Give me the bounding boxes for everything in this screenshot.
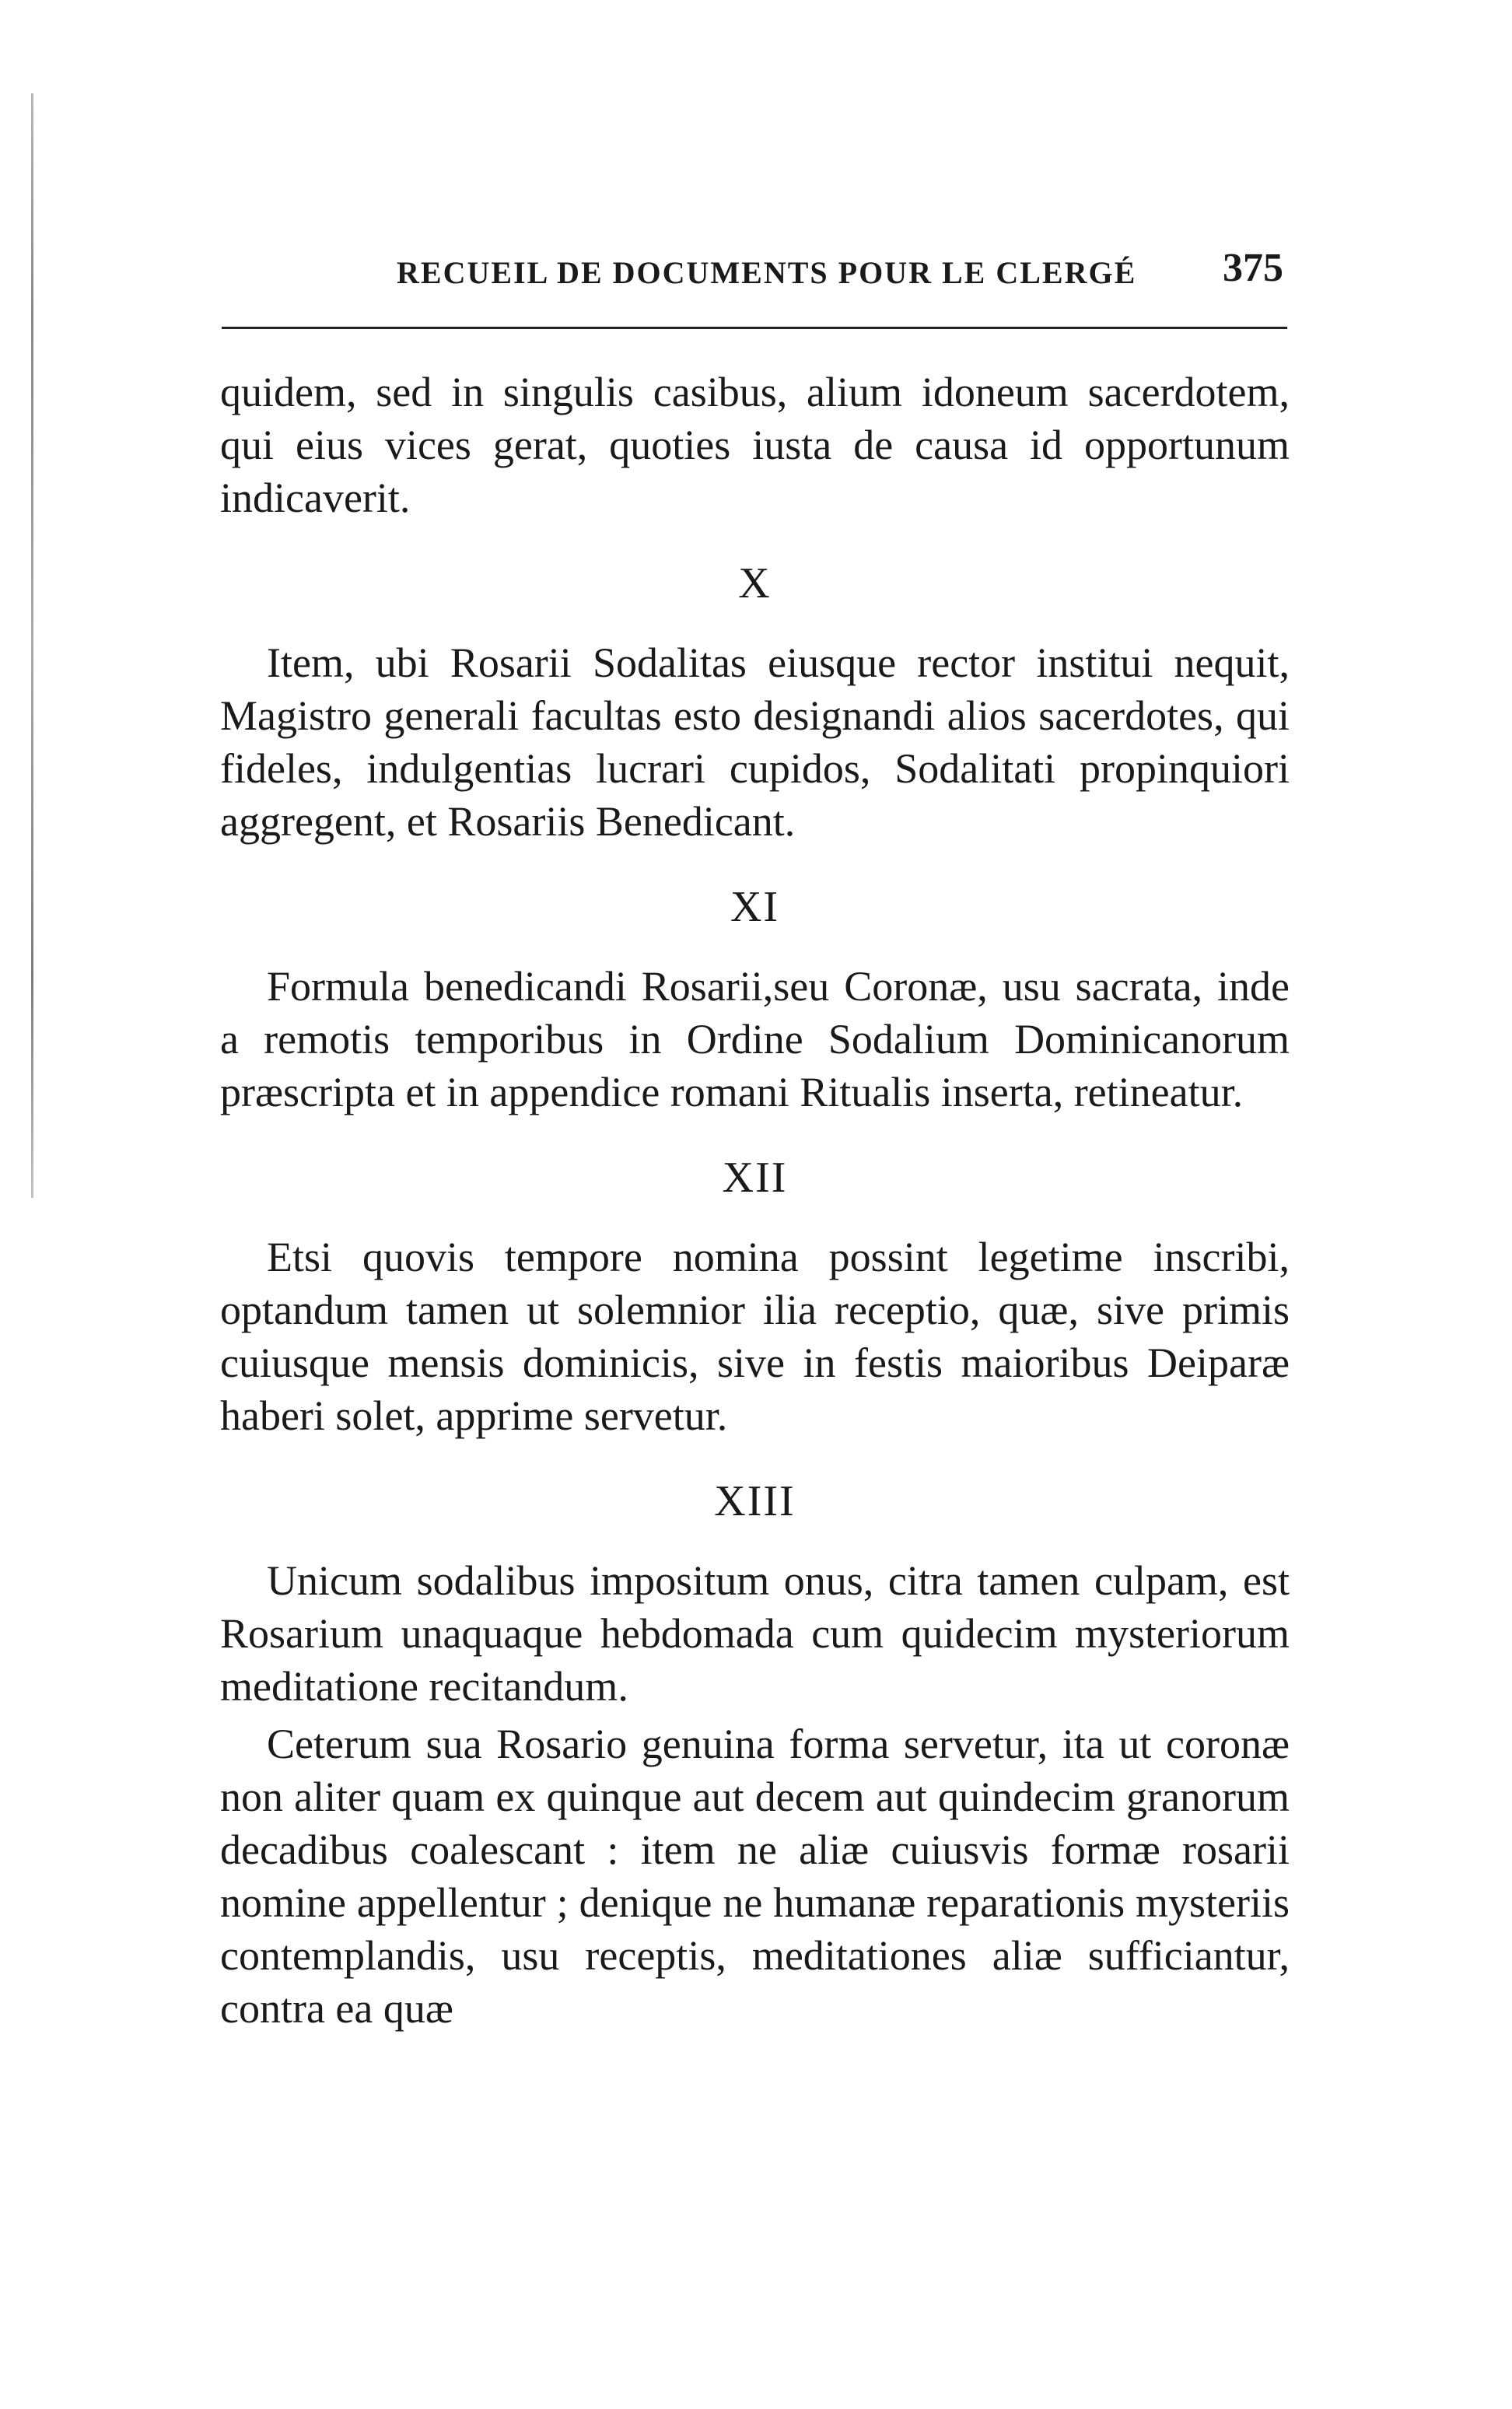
paragraph-xiii-a: Unicum sodalibus impositum onus, citra tamen culpam, est Rosarium unaquaque hebdomada cum quidecim mysteriorum meditatione recitandum. [220,1557,1290,1710]
page-number: 375 [1223,246,1283,290]
paragraph-xii: Etsi quovis tempore nomina possint legetime inscribi, optandum tamen ut solemnior ilia receptio, quæ, sive primis cuiusque mensis dominicis, sive in festis maioribus Deiparæ haberi solet, apprime servetur. [220,1234,1290,1439]
paragraph-continuation: quidem, sed in singulis casibus, alium idoneum sacerdotem, qui eius vices gerat, quoties iusta de causa id opportunum indicaverit. [220,369,1290,521]
header-rule [222,327,1287,329]
page-header [218,245,1314,307]
paragraph-x: Item, ubi Rosarii Sodalitas eiusque rector institui nequit, Magistro generali facultas esto designandi alios sacerdotes, qui fideles, indulgentias lucrari cupidos, Sodalitati propinquiori aggregent, et Rosariis Benedicant. [220,639,1290,845]
paragraph-xi: Formula benedicandi Rosarii,seu Coronæ, usu sacrata, inde a remotis temporibus in Ordine Sodalium Dominicanorum præscripta et in appendice romani Ritualis inserta, retineatur. [220,963,1290,1115]
section-number-xi: XI [730,883,780,931]
page-edge-shadow [31,93,33,1198]
paragraph-xiii-b: Ceterum sua Rosario genuina forma servetur, ita ut coronæ non aliter quam ex quinque aut decem aut quindecim granorum decadibus coalescant : item ne aliæ cuiusvis formæ rosarii nomine appellentur ; denique ne humanæ reparationis mysteriis contemplandis, usu receptis, meditationes aliæ sufficiantur, contra ea quæ [220,1721,1290,2032]
section-number-x: X [738,559,772,608]
section-number-xiii: XIII [714,1477,796,1525]
body-text [220,366,1290,2035]
section-number-xii: XII [722,1154,788,1202]
running-title: RECUEIL DE DOCUMENTS POUR LE CLERGÉ [397,255,1137,290]
